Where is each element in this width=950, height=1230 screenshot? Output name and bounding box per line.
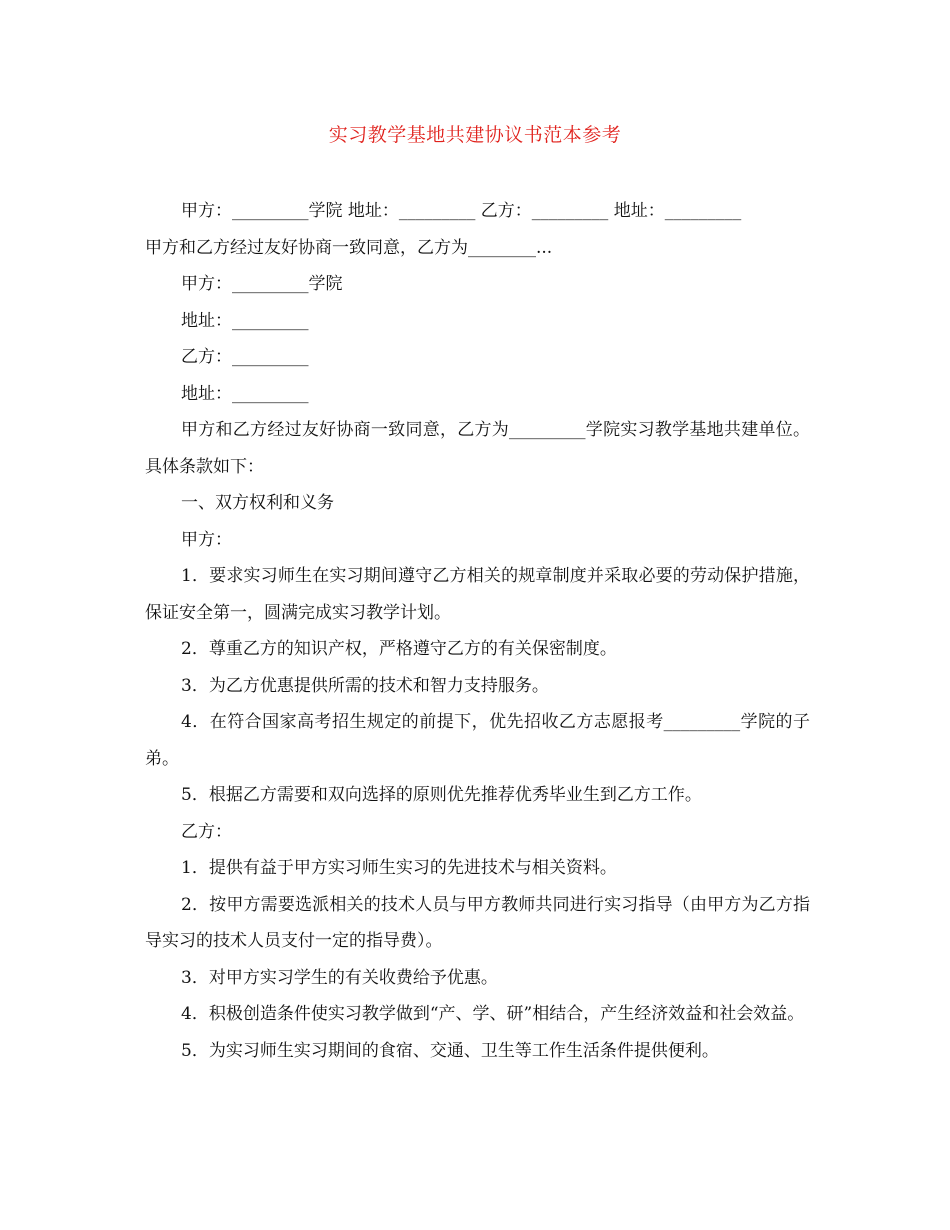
- paragraph: 2．按甲方需要选派相关的技术人员与甲方教师共同进行实习指导（由甲方为乙方指导实习的技术人员支付一定的指导费）。: [145, 894, 810, 951]
- paragraph: 5．为实习师生实习期间的食宿、交通、卫生等工作生活条件提供便利。: [181, 1040, 719, 1061]
- paragraph: 乙方：_________: [181, 347, 309, 367]
- paragraph: 2．尊重乙方的知识产权，严格遵守乙方的有关保密制度。: [181, 639, 617, 659]
- paragraph: 地址：_________: [181, 310, 309, 331]
- paragraph: 甲方：_________学院 地址：_________ 乙方：_________ 地址：_________: [181, 201, 742, 221]
- paragraph: 乙方：: [181, 821, 232, 842]
- paragraph: 甲方：: [181, 529, 232, 550]
- document-body: [145, 193, 810, 1069]
- paragraph: 4．积极创造条件使实习教学做到“产、学、研”相结合，产生经济效益和社会效益。: [181, 1004, 805, 1024]
- paragraph: 5．根据乙方需要和双向选择的原则优先推荐优秀毕业生到乙方工作。: [181, 785, 702, 805]
- paragraph: 甲方：_________学院: [181, 274, 343, 294]
- paragraph: 3．对甲方实习学生的有关收费给予优惠。: [181, 967, 498, 988]
- paragraph: 4．在符合国家高考招生规定的前提下，优先招收乙方志愿报考_________学院的子弟。: [145, 712, 810, 769]
- paragraph: 1．要求实习师生在实习期间遵守乙方相关的规章制度并采取必要的劳动保护措施，保证安全第一，圆满完成实习教学计划。: [145, 566, 810, 623]
- paragraph: 甲方和乙方经过友好协商一致同意，乙方为________...: [145, 237, 553, 258]
- paragraph: 3．为乙方优惠提供所需的技术和智力支持服务。: [181, 675, 549, 696]
- paragraph: 甲方和乙方经过友好协商一致同意，乙方为_________学院实习教学基地共建单位。具体条款如下：: [145, 420, 810, 477]
- paragraph: 1．提供有益于甲方实习师生实习的先进技术与相关资料。: [181, 858, 617, 878]
- document-title: 实习教学基地共建协议书范本参考: [328, 124, 622, 146]
- paragraph: 一、双方权利和义务: [181, 493, 334, 513]
- paragraph: 地址：_________: [181, 383, 309, 404]
